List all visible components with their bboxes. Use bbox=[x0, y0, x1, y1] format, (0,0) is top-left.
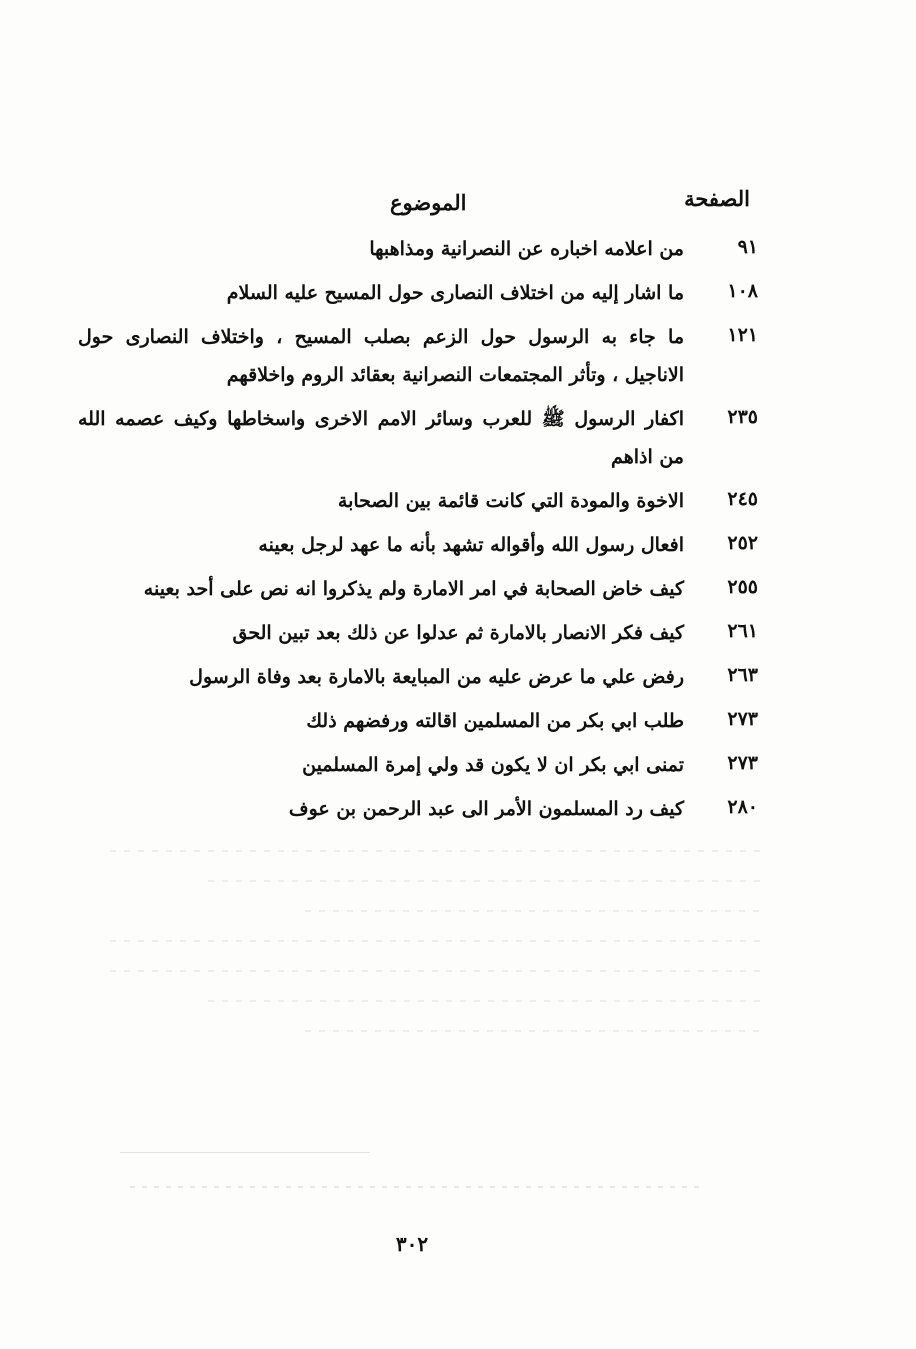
toc-topic: طلب ابي بكر من المسلمين اقالته ورفضهم ذلك bbox=[306, 710, 684, 732]
toc-page-number: ٩١ bbox=[737, 236, 758, 258]
toc-topic: تمنى ابي بكر ان لا يكون قد ولي إمرة المسلمين bbox=[302, 754, 684, 776]
toc-topic: كيف خاض الصحابة في امر الامارة ولم يذكروا انه نص على أحد بعينه bbox=[143, 578, 684, 600]
bleed-through-rule bbox=[120, 1152, 370, 1153]
bleed-through-footnote bbox=[130, 1186, 700, 1188]
toc-topic: اكفار الرسول ﷺ للعرب وسائر الامم الاخرى واسخاطها وكيف عصمه الله من اذاهم bbox=[78, 408, 684, 468]
bleed-through-text bbox=[110, 850, 760, 1060]
toc-topic: من اعلامه اخباره عن النصرانية ومذاهبها bbox=[369, 238, 684, 260]
toc-page-number: ٢٦٣ bbox=[727, 664, 758, 686]
toc-entry bbox=[78, 482, 762, 520]
toc-entry bbox=[78, 526, 762, 564]
toc-entry bbox=[78, 274, 762, 312]
toc-entry bbox=[78, 318, 762, 394]
toc-topic: كيف فكر الانصار بالامارة ثم عدلوا عن ذلك بعد تبين الحق bbox=[232, 622, 684, 644]
toc-topic: ما جاء به الرسول حول الزعم بصلب المسيح ، واختلاف النصارى حول الاناجيل ، وتأثر المجتمعات النصرانية بعقائد الروم واخلاقهم bbox=[78, 326, 684, 386]
toc-topic: ما اشار إليه من اختلاف النصارى حول المسيح عليه السلام bbox=[226, 282, 684, 304]
toc-page-number: ٢٥٥ bbox=[727, 576, 758, 598]
toc-page-number: ٢٧٣ bbox=[727, 708, 758, 730]
page-number: ٣٠٢ bbox=[395, 1232, 429, 1256]
toc-page-number: ٢٦١ bbox=[727, 620, 758, 642]
toc-entry bbox=[78, 790, 762, 828]
page-column-header: الصفحة bbox=[684, 186, 750, 211]
toc-topic: افعال رسول الله وأقواله تشهد بأنه ما عهد لرجل بعينه bbox=[258, 534, 684, 556]
toc-entry bbox=[78, 614, 762, 652]
toc-page-number: ٢٤٥ bbox=[727, 488, 758, 510]
toc-topic: كيف رد المسلمون الأمر الى عبد الرحمن بن عوف bbox=[288, 798, 684, 820]
table-of-contents bbox=[78, 230, 762, 834]
toc-page-number: ٢٥٢ bbox=[727, 532, 758, 554]
toc-entry bbox=[78, 570, 762, 608]
toc-entry bbox=[78, 230, 762, 268]
toc-entry bbox=[78, 658, 762, 696]
topic-column-header: الموضوع bbox=[390, 190, 467, 215]
toc-page-number: ١٢١ bbox=[727, 324, 758, 346]
toc-topic: الاخوة والمودة التي كانت قائمة بين الصحابة bbox=[337, 490, 684, 512]
toc-entry bbox=[78, 702, 762, 740]
toc-page-number: ٢٧٣ bbox=[727, 752, 758, 774]
toc-page-number: ١٠٨ bbox=[727, 280, 758, 302]
toc-topic: رفض علي ما عرض عليه من المبايعة بالامارة بعد وفاة الرسول bbox=[189, 666, 684, 688]
toc-page-number: ٢٣٥ bbox=[727, 406, 758, 428]
toc-entry bbox=[78, 400, 762, 476]
toc-page-number: ٢٨٠ bbox=[727, 796, 758, 818]
toc-entry bbox=[78, 746, 762, 784]
